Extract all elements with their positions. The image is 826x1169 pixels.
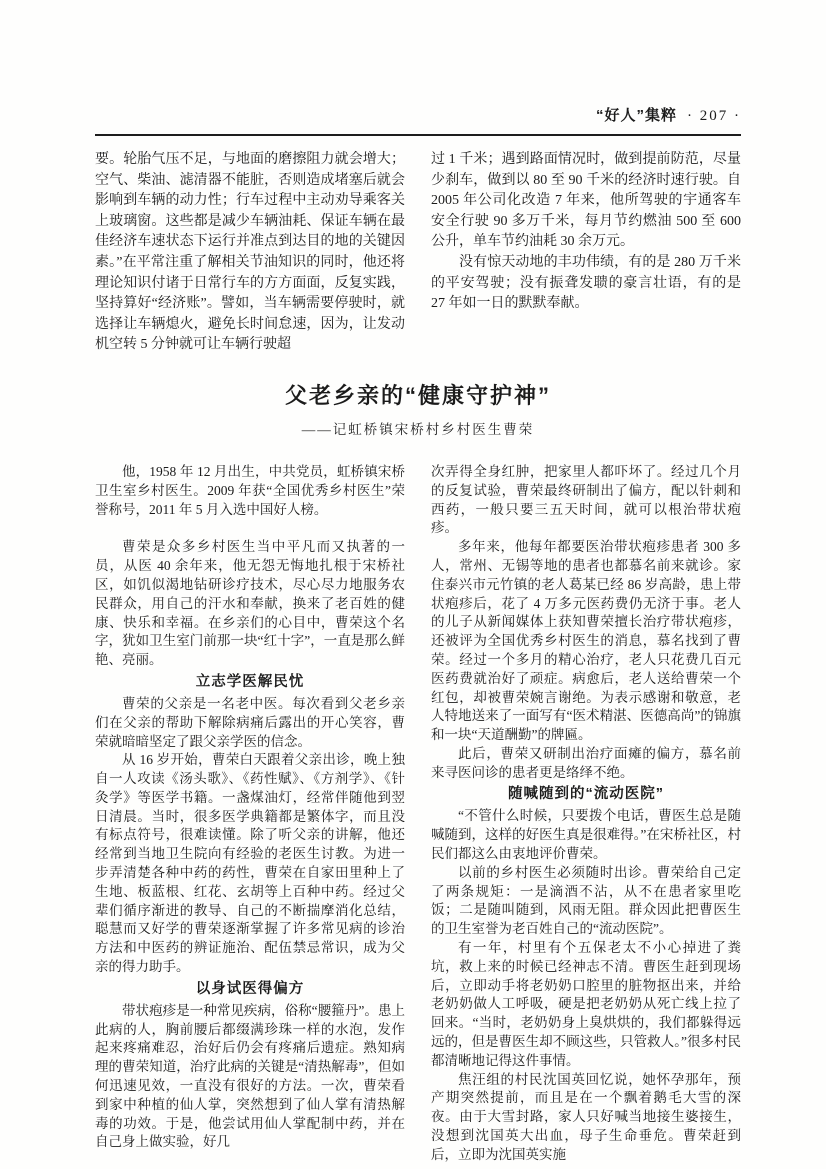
paragraph: 焦汪组的村民沈国英回忆说，她怀孕那年，预产期突然提前，而且是在一个飘着鹅毛大雪的深夜。由于大雪封路，家人只好喊当地接生婆接生，没想到沈国英大出血，母子生命垂危。曹荣赶到后，立即为沈国英实施	[431, 1071, 741, 1162]
paragraph: 有一年，村里有个五保老太不小心掉进了粪坑，救上来的时候已经神志不清。曹医生赶到现场后，立即动手将老奶奶口腔里的脏物抠出来，并给老奶奶做人工呼吸，硬是把老奶奶从死亡线上拉了回来。“当时，老奶奶身上臭烘烘的，我们都躲得远远的，但是曹医生却不顾这些，只管救人。”很多村民都清晰地记得这件事情。	[431, 940, 741, 1068]
right-column	[431, 463, 741, 1165]
author-bio-paragraph: 他，1958 年 12 月出生，中共党员，虹桥镇宋桥卫生室乡村医生。2009 年获“全国优秀乡村医生”荣誉称号，2011 年 5 月入选中国好人榜。	[95, 463, 405, 517]
paragraph: 要。轮胎气压不足，与地面的磨擦阻力就会增大；空气、柴油、滤清器不能脏，否则造成堵塞后就会影响到车辆的动力性；行车过程中主动劝导乘客关上玻璃窗。这些都是减少车辆油耗、保证车辆在最佳经济车速状态下运行并准点到达目的地的关键因素。”在平常注重了解相关节油知识的同时，他还将理论知识付诸于日常行车的方方面面，反复实践，坚持算好“经济账”。譬如，当车辆需要停驶时，就选择让车辆熄火，避免长时间怠速，因为，让发动机空转 5 分钟就可让车辆行驶超	[95, 152, 405, 353]
article-subtitle: ——记虹桥镇宋桥村乡村医生曹荣	[301, 421, 535, 437]
paragraph: 以前的乡村医生必须随时出诊。曹荣给自己定了两条规矩：一是滴酒不沾，从不在患者家里吃饭；二是随叫随到，风雨无阻。群众因此把曹医生的卫生室誉为老百姓自己的“流动医院”。	[431, 864, 741, 937]
paragraph: 从 16 岁开始，曹荣白天跟着父亲出诊，晚上独自一人攻读《汤头歌》、《药性赋》、《方剂学》、《针灸学》等医学书籍。一盏煤油灯，经常伴随他到翌日清晨。当时，很多医学典籍都是繁体字，而且没有标点符号，很难读懂。除了听父亲的讲解，他还经常到当地卫生院向有经验的老医生讨教。为进一步弄清楚各种中药的药性，曹荣在自家田里种上了生地、板蓝根、红花、玄胡等上百种中药。经过父辈们循序渐进的教导、自己的不断揣摩消化总结，聪慧而又好学的曹荣逐渐掌握了许多常见病的诊治方法和中医药的辨证施治、配伍禁忌常识，成为父亲的得力助手。	[95, 752, 405, 975]
left-column	[95, 463, 405, 1165]
section-heading: 立志学医解民忧	[195, 673, 305, 690]
right-column	[431, 150, 741, 356]
paragraph: 此后，曹荣又研制出治疗面瘫的偏方，慕名前来寻医问诊的患者更是络绎不绝。	[431, 745, 741, 780]
header-page-number: · 207 ·	[687, 108, 741, 124]
paragraph: “不管什么时候，只要拨个电话，曹医生总是随喊随到，这样的好医生真是很难得。”在宋桥社区，村民们都这么由衷地评价曹荣。	[431, 808, 741, 862]
running-header	[95, 104, 741, 136]
paragraph: 多年来，他每年都要医治带状疱疹患者 300 多人，常州、无锡等地的患者也都慕名前来就诊。家住泰兴市元竹镇的老人葛某已经 86 岁高龄，患上带状疱疹后，花了 4 万多元医药费仍无济于事。老人的儿子从新闻媒体上获知曹荣擅长治疗带状疱疹，还被评为全国优秀乡村医生的消息，慕名找到了曹荣。经过一个多月的精心治疗，老人只花费几百元医药费就治好了顽症。病愈后，老人送给曹荣一个红包，却被曹荣婉言谢绝。为表示感谢和敬意，老人特地送来了一面写有“医术精湛、医德高尚”的锦旗和一块“天道酬勤”的牌匾。	[431, 539, 741, 743]
paragraph: 过 1 千米；遇到路面情况时，做到提前防范，尽量少刹车，做到以 80 至 90 千米的经济时速行驶。自 2005 年公司化改造 7 年来，他所驾驶的宇通客车安全行驶 90 多万千米，每月节约燃油 500 至 600 公升，单车节约油耗 30 余万元。	[431, 152, 741, 250]
article-body	[95, 463, 741, 1165]
section-heading: 随喊随到的“流动医院”	[508, 786, 664, 803]
section-heading: 以身试医得偏方	[195, 980, 305, 997]
page-content	[95, 104, 741, 1165]
paragraph: 没有惊天动地的丰功伟绩，有的是 280 万千米的平安驾驶；没有振聋发聩的豪言壮语，有的是 27 年如一日的默默奉献。	[431, 254, 741, 312]
previous-article-continuation	[95, 150, 741, 356]
header-section-label: “好人”集粹	[595, 107, 677, 124]
left-column	[95, 150, 405, 356]
article-title: 父老乡亲的“健康守护神”	[284, 382, 551, 408]
paragraph: 带状疱疹是一种常见疾病，俗称“腰箍丹”。患上此病的人，胸前腰后都缀满珍珠一样的水泡，发作起来疼痛难忍，治好后仍会有疼痛后遗症。熟知病理的曹荣知道，治疗此病的关键是“清热解毒”，但如何迅速见效，一直没有很好的方法。一次，曹荣看到家中种植的仙人掌，突然想到了仙人掌有清热解毒的功效。于是，他尝试用仙人掌配制中药，并在自己身上做实验，好几	[95, 1002, 405, 1150]
paragraph: 曹荣是众多乡村医生当中平凡而又执著的一员，从医 40 余年来，他无怨无悔地扎根于宋桥社区，如饥似渴地钻研诊疗技术，尽心尽力地服务农民群众，用自己的汗水和奉献，换来了老百姓的健康、快乐和幸福。在乡亲们的心目中，曹荣这个名字，犹如卫生室门前那一块“红十字”，一直是那么鲜艳、亮丽。	[95, 539, 405, 668]
paragraph: 曹荣的父亲是一名老中医。每次看到父老乡亲们在父亲的帮助下解除病痛后露出的开心笑容，曹荣就暗暗坚定了跟父亲学医的信念。	[95, 695, 405, 749]
paragraph: 次弄得全身红肿，把家里人都吓坏了。经过几个月的反复试验，曹荣最终研制出了偏方，配以针刺和西药，一般只要三五天时间，就可以根治带状疱疹。	[431, 463, 741, 536]
